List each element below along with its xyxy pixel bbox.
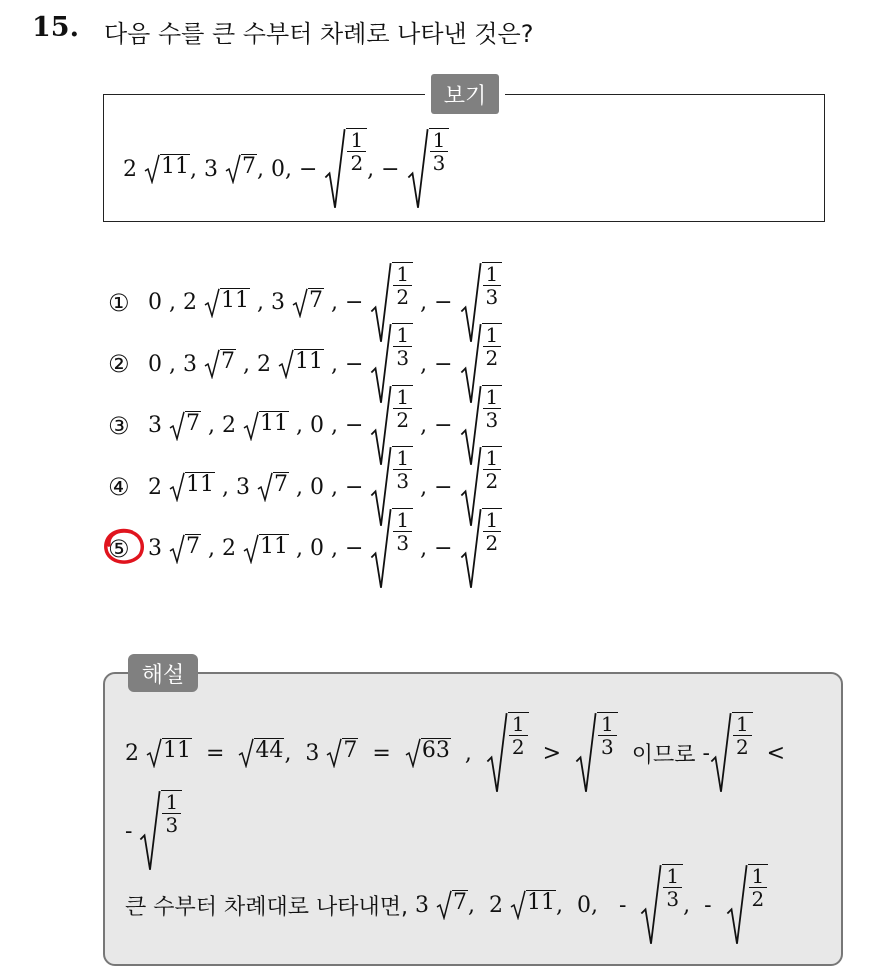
numerator: 1 <box>663 865 682 888</box>
bogi-term-3: 0 , <box>271 156 299 182</box>
fraction <box>393 447 412 492</box>
bogi-term-2: 3 7 , <box>204 154 271 184</box>
numerator: 1 <box>509 713 528 736</box>
fraction <box>483 324 502 369</box>
coef: 3 <box>148 413 162 439</box>
sqrt <box>169 472 215 502</box>
denominator: 3 <box>165 813 179 837</box>
sqrt <box>326 738 358 768</box>
radicand: 11 <box>259 411 289 441</box>
question-number: 15. <box>32 12 79 43</box>
choice-4[interactable]: ④ 2 11 , 3 7 , 0 , − $\frac{1}{3}$ , − $\frac{1}{2}$ <box>108 457 502 519</box>
question-text: 다음 수를 큰 수부터 차례로 나타낸 것은? <box>104 20 534 48</box>
bogi-term-1: 2 11 , <box>123 154 204 184</box>
sqrt-frac <box>407 128 450 211</box>
numerator: 1 <box>483 324 502 347</box>
denominator: 2 <box>485 530 499 555</box>
choices-list <box>108 261 502 580</box>
zero: 0 <box>576 892 591 918</box>
sqrt-frac <box>726 864 769 947</box>
numerator: 1 <box>393 324 412 347</box>
coef: 3 <box>305 740 320 766</box>
radicand: 11 <box>526 890 556 920</box>
sqrt <box>204 349 236 379</box>
fraction <box>347 129 366 174</box>
fraction <box>393 386 412 431</box>
denominator: 3 <box>666 887 680 911</box>
radicand: 11 <box>160 154 190 184</box>
denominator: 3 <box>432 151 446 175</box>
denominator: 3 <box>485 284 499 309</box>
numerator: 1 <box>483 263 502 286</box>
coef: 2 <box>125 740 139 766</box>
choice-1[interactable]: ① 0 , 2 11 , 3 7 , − $\frac{1}{2}$ , − $\frac{1}{3}$ <box>108 272 502 334</box>
coef: 3 <box>270 290 285 316</box>
denominator: 2 <box>511 735 525 759</box>
fraction <box>393 324 412 369</box>
denominator: 2 <box>735 735 749 759</box>
denominator: 2 <box>485 346 499 370</box>
choice-number: ② <box>108 350 130 379</box>
sqrt-frac <box>370 508 413 591</box>
numerator: 1 <box>598 713 617 736</box>
radicand: 7 <box>241 154 257 184</box>
sqrt-frac <box>710 712 753 795</box>
sqrt-frac <box>139 790 182 873</box>
sqrt <box>292 288 324 318</box>
fraction <box>393 509 412 554</box>
zero: 0 <box>309 474 324 500</box>
coef: 2 <box>123 156 137 182</box>
zero: 0 <box>148 351 162 377</box>
fraction <box>749 865 768 910</box>
sqrt <box>146 738 192 768</box>
bogi-term-5: − $\frac{1}{3}$ <box>381 128 449 211</box>
sqrt-frac <box>486 712 529 795</box>
radicand: 11 <box>294 349 324 379</box>
sqrt <box>204 288 250 318</box>
zero: 0 <box>309 413 324 439</box>
minus: - <box>125 818 133 844</box>
sqrt <box>225 154 257 184</box>
fraction <box>483 509 502 554</box>
zero: 0 <box>148 290 162 316</box>
coef: 3 <box>204 156 218 182</box>
numerator: 1 <box>483 509 502 532</box>
denominator: 2 <box>485 469 499 493</box>
radicand: 11 <box>162 738 192 768</box>
zero: 0 <box>309 536 324 562</box>
radicand: 7 <box>308 288 324 318</box>
denominator: 3 <box>485 407 499 432</box>
explanation-line-1: 2 11 = 44 , 3 7 = 63 , $\frac{1}{2}$ > $\frac{1}{3}$ 이므로 - $\frac{1}{2}$ < <box>125 712 785 795</box>
sqrt <box>510 890 556 920</box>
choice-number: ⑤ <box>108 534 130 563</box>
fraction <box>430 129 449 174</box>
numerator: 1 <box>393 386 412 409</box>
choice-number: ④ <box>108 473 130 502</box>
denominator: 3 <box>396 469 410 493</box>
radicand: 7 <box>220 349 236 379</box>
denominator: 2 <box>396 407 410 432</box>
radicand: 63 <box>421 738 451 768</box>
denominator: 3 <box>396 530 410 555</box>
minus: - <box>704 892 712 918</box>
sqrt <box>278 349 324 379</box>
sqrt <box>405 738 451 768</box>
bogi-content <box>123 128 449 211</box>
radicand: 11 <box>220 288 250 318</box>
coef: 2 <box>182 290 197 316</box>
answer-circle-mark <box>102 527 146 567</box>
radicand: 7 <box>185 411 201 441</box>
choice-5[interactable]: ⑤ 3 7 , 2 11 , 0 , − $\frac{1}{3}$ , − $\frac{1}{2}$ <box>108 518 502 580</box>
fraction <box>483 447 502 492</box>
denominator: 2 <box>350 151 364 175</box>
sqrt <box>436 890 468 920</box>
radicand: 7 <box>185 534 201 564</box>
coef: 3 <box>235 474 250 500</box>
coef: 2 <box>221 413 236 439</box>
coef: 2 <box>148 474 162 500</box>
numerator: 1 <box>733 713 752 736</box>
coef: 3 <box>182 351 197 377</box>
fraction <box>509 713 528 758</box>
sqrt <box>169 534 201 564</box>
bogi-label: 보기 <box>431 74 499 114</box>
sqrt-frac <box>460 508 503 591</box>
numerator: 1 <box>393 447 412 470</box>
sqrt <box>238 738 284 768</box>
coef: 2 <box>221 536 236 562</box>
sqrt <box>144 154 190 184</box>
equals: = <box>206 740 225 766</box>
explanation-line-2 <box>125 790 182 873</box>
explanation-line-3: 큰 수부터 차례대로 나타내면, 3 7 , 2 11 , 0 , - $\frac{1}{3}$ , - $\frac{1}{2}$ <box>125 864 768 947</box>
denominator: 2 <box>751 887 765 911</box>
coef: 3 <box>148 536 162 562</box>
coef: 2 <box>488 892 503 918</box>
numerator: 1 <box>430 129 449 152</box>
radicand: 7 <box>273 472 289 502</box>
less-than: < <box>766 740 786 766</box>
denominator: 3 <box>601 735 614 759</box>
fraction <box>483 386 502 431</box>
explanation-text: 이므로 <box>631 742 696 768</box>
sqrt <box>243 534 289 564</box>
numerator: 1 <box>162 791 181 814</box>
choice-3[interactable]: ③ 3 7 , 2 11 , 0 , − $\frac{1}{2}$ , − $\frac{1}{3}$ <box>108 395 502 457</box>
denominator: 2 <box>396 284 410 309</box>
sqrt <box>243 411 289 441</box>
fraction <box>663 865 682 910</box>
numerator: 1 <box>749 865 768 888</box>
sqrt-frac <box>324 128 367 211</box>
minus: - <box>702 740 710 766</box>
greater-than: > <box>542 740 561 766</box>
numerator: 1 <box>483 447 502 470</box>
numerator: 1 <box>347 129 366 152</box>
choice-number: ① <box>108 288 130 317</box>
sqrt-frac <box>640 864 683 947</box>
coef: 3 <box>415 892 429 918</box>
explanation-text: 큰 수부터 차례대로 나타내면, <box>125 894 408 920</box>
choice-number: ③ <box>108 411 130 440</box>
fraction <box>162 791 181 836</box>
fraction <box>393 263 412 308</box>
fraction <box>733 713 752 758</box>
equals: = <box>372 740 391 766</box>
numerator: 1 <box>483 386 502 409</box>
sqrt <box>257 472 289 502</box>
radicand: 7 <box>342 738 358 768</box>
sqrt <box>169 411 201 441</box>
sqrt-frac <box>575 712 618 795</box>
coef: 2 <box>256 351 271 377</box>
radicand: 44 <box>254 738 284 768</box>
zero: 0 <box>271 156 285 182</box>
numerator: 1 <box>393 509 412 532</box>
choice-2[interactable]: ② 0 , 3 7 , 2 11 , − $\frac{1}{3}$ , − $\frac{1}{2}$ <box>108 334 502 396</box>
radicand: 11 <box>259 534 289 564</box>
fraction <box>598 713 617 758</box>
bogi-term-4: − $\frac{1}{2}$ , <box>299 128 381 211</box>
radicand: 7 <box>452 890 468 920</box>
numerator: 1 <box>393 263 412 286</box>
minus: - <box>618 892 627 918</box>
denominator: 3 <box>396 346 410 370</box>
fraction <box>483 263 502 308</box>
radicand: 11 <box>185 472 215 502</box>
explanation-label: 해설 <box>128 654 198 692</box>
